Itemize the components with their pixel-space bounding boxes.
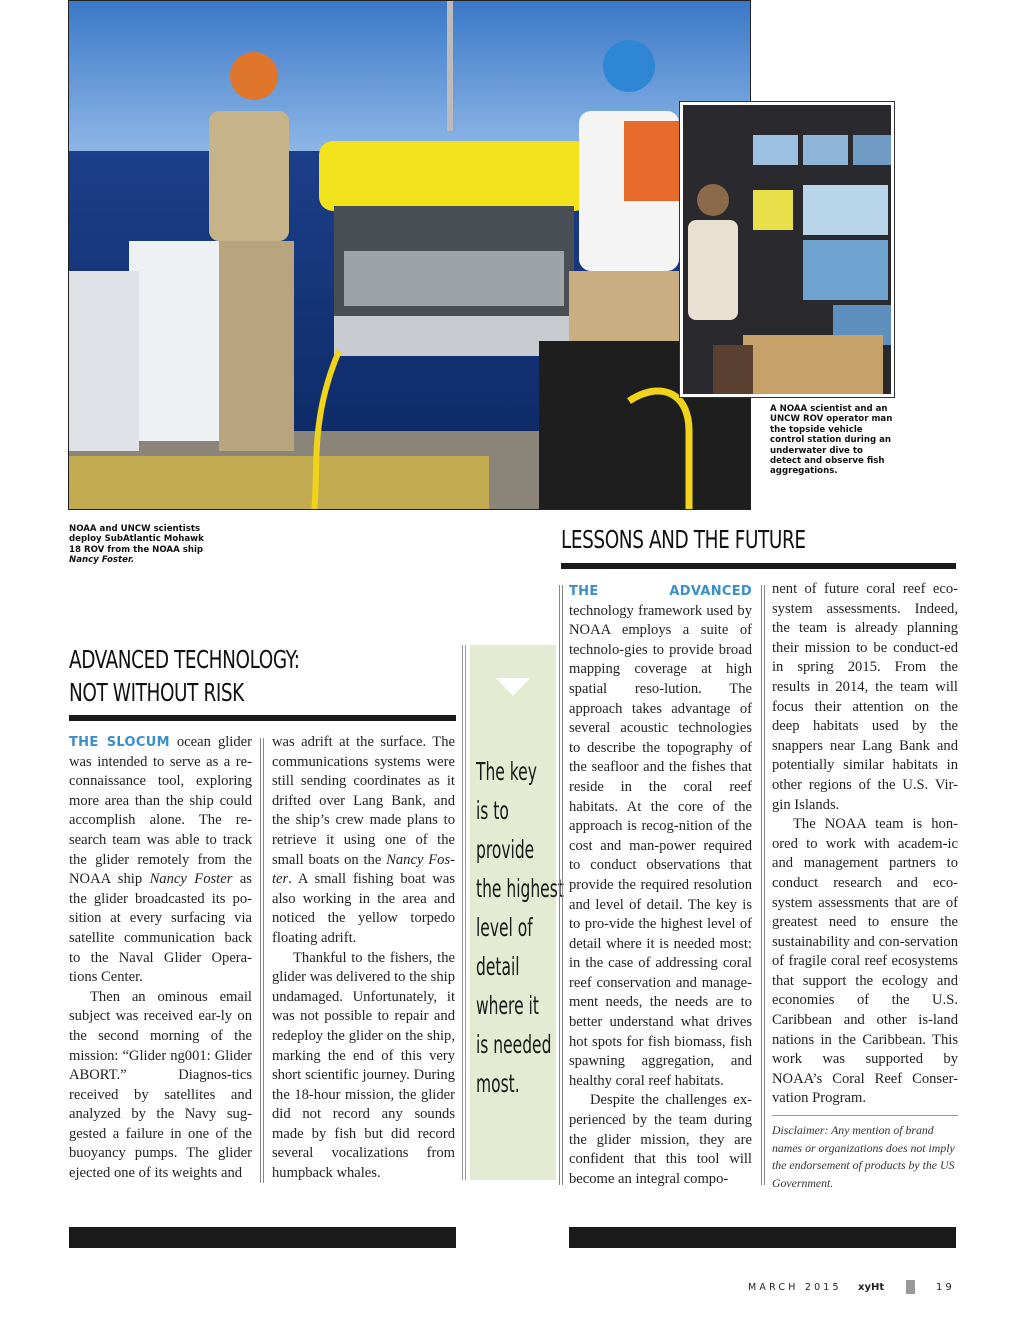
col2-p1-text-a: was adrift at the surface. The communications systems were still sending coordinates as it drifted over Lang Bank, and the ship’s crew made plans to retrieve it using one of the small boats on the	[272, 734, 455, 868]
control-station-illustration	[683, 105, 891, 394]
inset-photo-caption: A NOAA scientist and an UNCW ROV operator man the topside vehicle control station during an underwater dive to detect and observe fish aggregations.	[770, 404, 893, 477]
pull-quote-notch	[496, 678, 530, 696]
heading-line-1: ADVANCED TECHNOLOGY:	[69, 645, 300, 674]
pull-quote-line: is to	[476, 796, 509, 825]
col2-ship-name: Nancy Fos-ter	[272, 851, 455, 888]
column-divider-2	[559, 585, 563, 1185]
article-column-1	[69, 733, 252, 1184]
column-divider-3	[761, 585, 765, 1185]
col1-p1-text-a: ocean glider was intended to serve as a re-connaissance tool, exploring more area than the ship could accomplish alone. The re-search team was able to track the glider remotely from the NOAA ship	[69, 734, 252, 888]
col2-p1-text-b: . A small fishing boat was also working in the area and noticed the yellow torpedo floating adrift.	[272, 871, 455, 946]
disclaimer: Disclaimer: Any mention of brand names or organizations does not imply the endorsement of products by the US Government.	[772, 1115, 958, 1192]
main-caption-text: NOAA and UNCW scientists deploy SubAtlantic Mohawk 18 ROV from the NOAA ship	[69, 524, 204, 555]
pull-quote-line: most.	[476, 1069, 520, 1098]
pull-quote-line: provide	[476, 835, 535, 864]
footer-magazine: xyHt	[858, 1282, 885, 1293]
pull-quote-line: the highest	[476, 874, 564, 903]
rov-deployment-illustration	[69, 1, 751, 510]
rov-deployment-photo	[68, 0, 751, 510]
col2-paragraph-1	[272, 733, 455, 949]
footer-date: MARCH 2015	[748, 1282, 842, 1293]
pull-quote-line: detail	[476, 952, 520, 981]
advanced-lead: THE ADVANCED	[569, 584, 752, 599]
bottom-bar-right	[569, 1227, 956, 1248]
pull-quote-text	[476, 752, 564, 1103]
col3-paragraph-1	[569, 582, 752, 1091]
pull-quote-line: is needed	[476, 1030, 552, 1059]
article-column-4	[772, 580, 958, 1109]
pull-quote-line: level of	[476, 913, 533, 942]
lessons-heading: LESSONS AND THE FUTURE	[561, 525, 806, 554]
col1-ship-name: Nancy Foster	[149, 871, 233, 888]
heading-line-2: NOT WITHOUT RISK	[69, 678, 244, 707]
col2-paragraph-2: Thankful to the fishers, the glider was delivered to the ship undamaged. Unfortunately, it was not possible to repair and redeploy the glider on the ship, marking the end of this very short scientific journey. During the 18-hour mission, the glider did not record any sounds made by fish but did record several vocalizations from humpback whales.	[272, 949, 455, 1182]
pull-quote-edge	[462, 645, 466, 1180]
pull-quote-line: where it	[476, 991, 539, 1020]
advanced-technology-heading	[69, 643, 300, 709]
article-column-3	[569, 582, 752, 1189]
col1-paragraph-2: Then an ominous email subject was received ear-ly on the second morning of the mission: “Glider ng001: Glider ABORT.” Diagnos-tics received by satellites and analyzed by the Navy sug-gested a failure in one of the buoyancy pumps. The glider ejected one of its weights and	[69, 988, 252, 1182]
lessons-heading-rule	[561, 563, 956, 569]
col1-p1-text-b: as the glider broadcasted its po-sition at every surfacing via satellite communication back to the Naval Glider Opera-tions Center.	[69, 871, 252, 986]
article-column-2	[272, 733, 455, 1184]
col1-paragraph-1	[69, 733, 252, 988]
column-divider-1	[260, 738, 264, 1183]
col3-p1-text: technology framework used by NOAA employs a suite of technolo-gies to provide broad mapping coverage at high spatial reso-lution. The approach takes advantage of several acoustic technologies to describe the topography of the seafloor and the fishes that reside in the coral reef habitats. At the core of the approach is recog-nition of the cost and man-power required to conduct observations that provide the required resolution and level of detail. The key is to pro-vide the highest level of detail where it is needed most: in the case of addressing coral reef conservation and manage-ment needs, the needs are to better understand what drives hot spots for fish biomass, fish spawning aggregation, and healthy coral reef habitats.	[569, 602, 752, 1089]
advanced-heading-rule	[69, 715, 456, 721]
main-caption-ship: Nancy Foster.	[69, 555, 135, 566]
col4-paragraph-1: nent of future coral reef eco-system assessments. Indeed, the team is already planning their mission to be conduct-ed in spring 2015. From the results in 2014, the team will focus their attention on the deep habitats used by the snappers near Lang Bank and potentially similar habitats in other regions of the U.S. Vir-gin Islands.	[772, 581, 958, 813]
col4-paragraph-2: The NOAA team is hon-ored to work with academ-ic and management partners to conduct research and eco-system assessments that are of greatest need to ensure the sustainability and con-servation of fragile coral reef ecosystems that support the ecology and economies of the U.S. Caribbean and other is-land nations in the Caribbean. This work was supported by NOAA’s Coral Reef Conser-vation Program.	[772, 816, 958, 1107]
footer-separator	[906, 1280, 915, 1294]
slocum-lead: THE SLOCUM	[69, 735, 170, 750]
main-photo-caption	[69, 524, 204, 566]
bottom-bar-left	[69, 1227, 456, 1248]
page-number: 19	[936, 1282, 955, 1293]
col3-paragraph-2: Despite the challenges ex-perienced by the team during the glider mission, they are confident that this tool will become an integral compo-	[569, 1092, 752, 1187]
pull-quote-line: The key	[476, 757, 537, 786]
control-station-photo	[680, 102, 894, 397]
